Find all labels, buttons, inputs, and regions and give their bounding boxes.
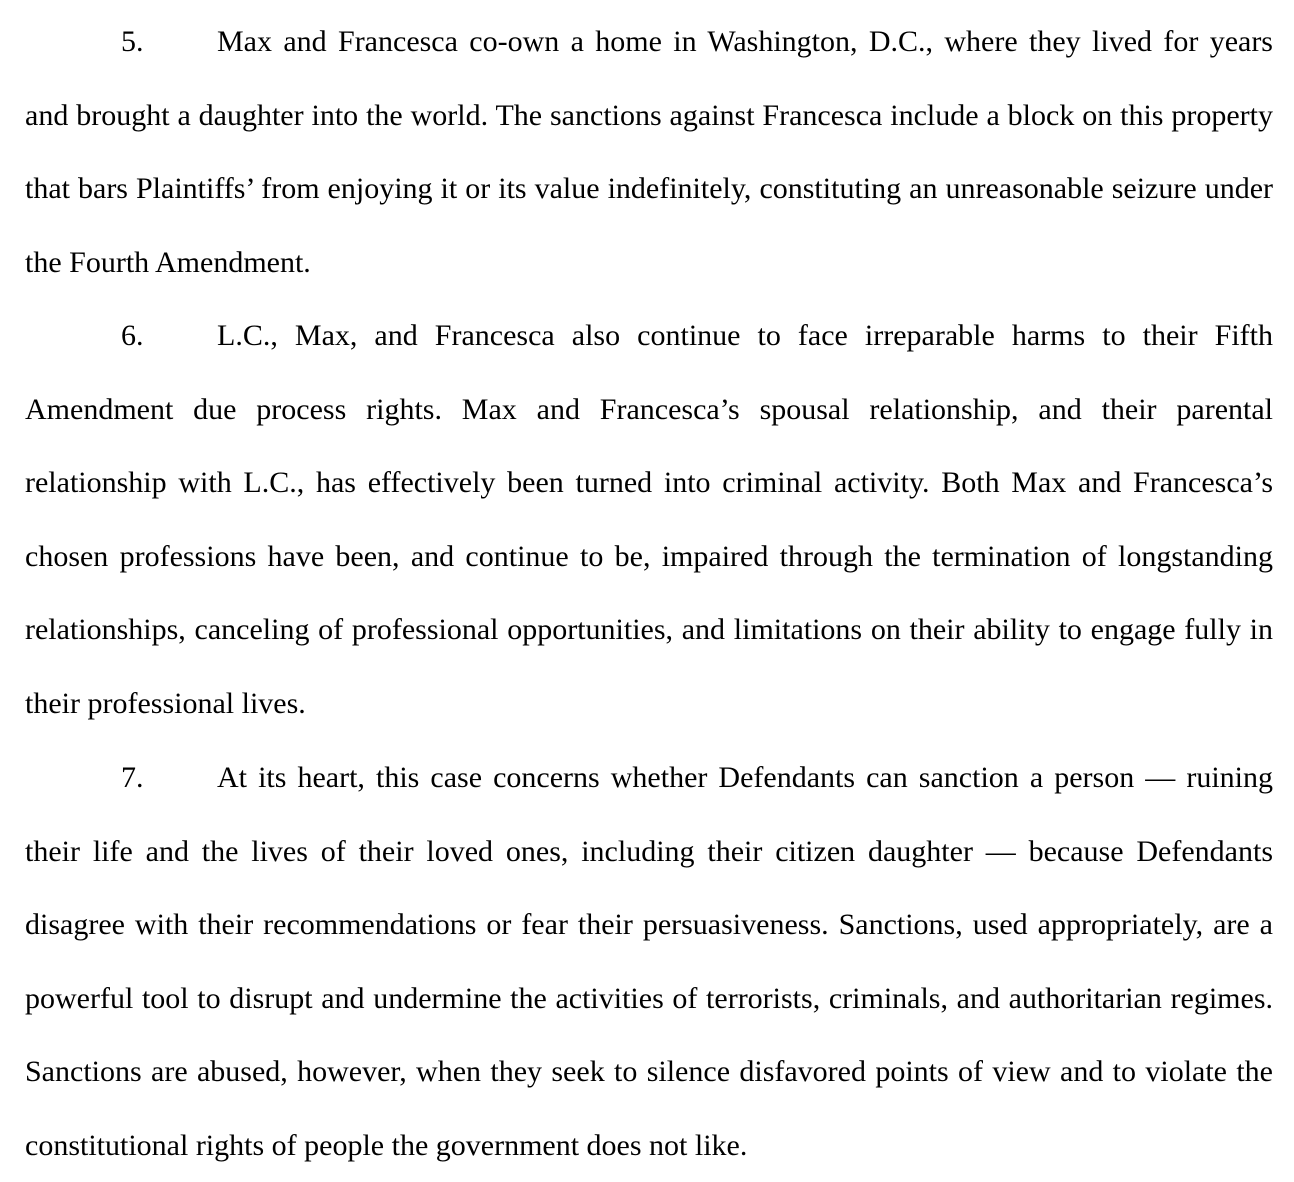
paragraph-number: 5.: [121, 25, 144, 58]
paragraph-number: 6.: [121, 319, 144, 352]
paragraph-text: Max and Francesca co-own a home in Washington, D.C., where they lived for years and brought a daughter into the world. The sanctions against Francesca include a block on this property that bars Plaintiffs’ from enjoying it or its value indefinitely, constituting an unreasonable seizure under the Fourth Amendment.: [25, 25, 1273, 279]
paragraph-text: At its heart, this case concerns whether Defendants can sanction a person — ruining their life and the lives of their loved ones, including their citizen daughter — because Defendants disagree with their recommendations or fear their persuasiveness. Sanctions, used appropriately, are a powerful tool to disrupt and undermine the activities of terrorists, criminals, and authoritarian regimes. Sanctions are abused, however, when they seek to silence disfavored points of view and to violate the constitutional rights of people the government does not like.: [25, 761, 1273, 1162]
paragraph-number: 7.: [121, 761, 144, 794]
paragraph-5: [25, 5, 1273, 299]
paragraph-6: [25, 299, 1273, 740]
paragraph-text: L.C., Max, and Francesca also continue to face irreparable harms to their Fifth Amendment due process rights. Max and Francesca’s spousal relationship, and their parental relationship with L.C., has effectively been turned into criminal activity. Both Max and Francesca’s chosen professions have been, and continue to be, impaired through the termination of longstanding relationships, canceling of professional opportunities, and limitations on their ability to engage fully in their professional lives.: [25, 319, 1273, 720]
paragraph-7: [25, 741, 1273, 1182]
